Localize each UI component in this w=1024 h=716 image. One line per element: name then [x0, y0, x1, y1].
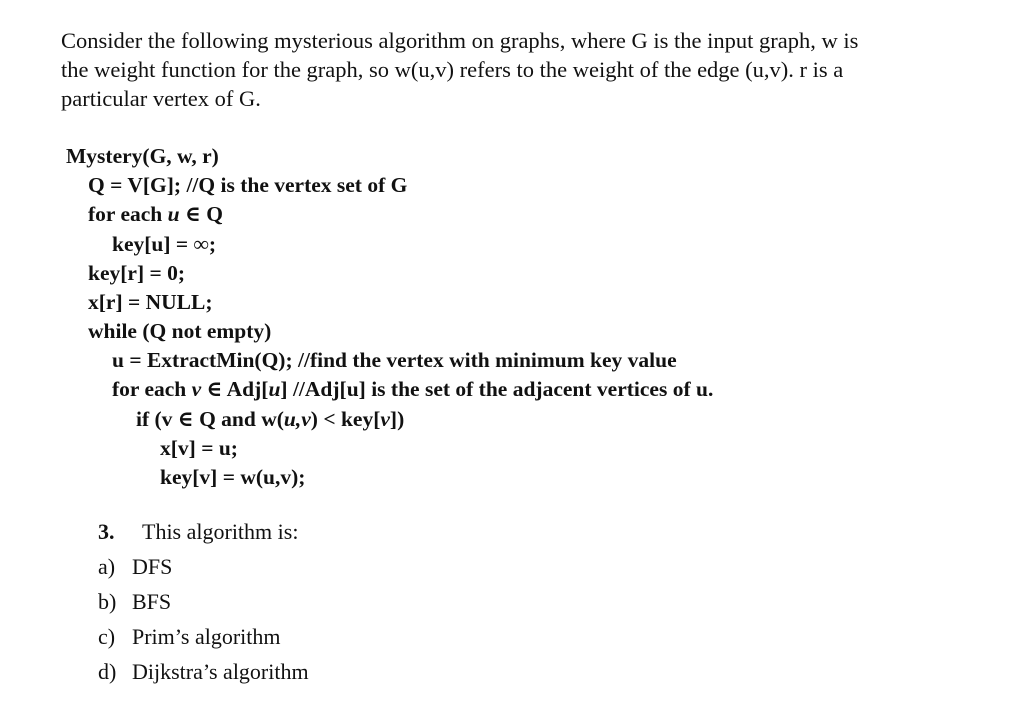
option-text: BFS	[132, 589, 172, 614]
code-line-while: while (Q not empty)	[88, 319, 272, 343]
question-prompt	[98, 518, 298, 546]
intro-line-1: Consider the following mysterious algorithm on graphs, where G is the input graph, w is	[61, 28, 859, 53]
intro-line-2: the weight function for the graph, so w(u,v) refers to the weight of the edge (u,v). r is a	[61, 57, 844, 82]
option-b[interactable]	[98, 588, 171, 616]
option-label: a)	[98, 554, 116, 579]
option-label: d)	[98, 659, 117, 684]
code-line-extract-min: u = ExtractMin(Q); //find the vertex with minimum key value	[112, 348, 677, 372]
code-line-key-v: key[v] = w(u,v);	[160, 465, 306, 489]
code-line-x-r: x[r] = NULL;	[88, 290, 213, 314]
code-line-x-v: x[v] = u;	[160, 436, 238, 460]
code-line-signature: Mystery(G, w, r)	[66, 144, 219, 168]
option-label: b)	[98, 589, 117, 614]
code-line-for-each-u: for each u ∈ Q	[88, 202, 223, 226]
option-text: Prim’s algorithm	[132, 624, 281, 649]
option-d[interactable]	[98, 658, 309, 686]
option-text: DFS	[132, 554, 173, 579]
code-line-key-r: key[r] = 0;	[88, 261, 186, 285]
question-text: This algorithm is:	[142, 519, 299, 544]
intro-line-3: particular vertex of G.	[61, 86, 261, 111]
code-line-if: if (v ∈ Q and w(u,v) < key[v])	[136, 407, 405, 431]
question-number: 3.	[98, 519, 115, 544]
option-label: c)	[98, 624, 116, 649]
code-line-init-q: Q = V[G]; //Q is the vertex set of G	[88, 173, 408, 197]
code-line-for-each-v: for each v ∈ Adj[u] //Adj[u] is the set of the adjacent vertices of u.	[112, 377, 714, 401]
option-text: Dijkstra’s algorithm	[132, 659, 309, 684]
option-a[interactable]	[98, 553, 172, 581]
code-line-key-u: key[u] = ∞;	[112, 232, 217, 256]
option-c[interactable]	[98, 623, 281, 651]
